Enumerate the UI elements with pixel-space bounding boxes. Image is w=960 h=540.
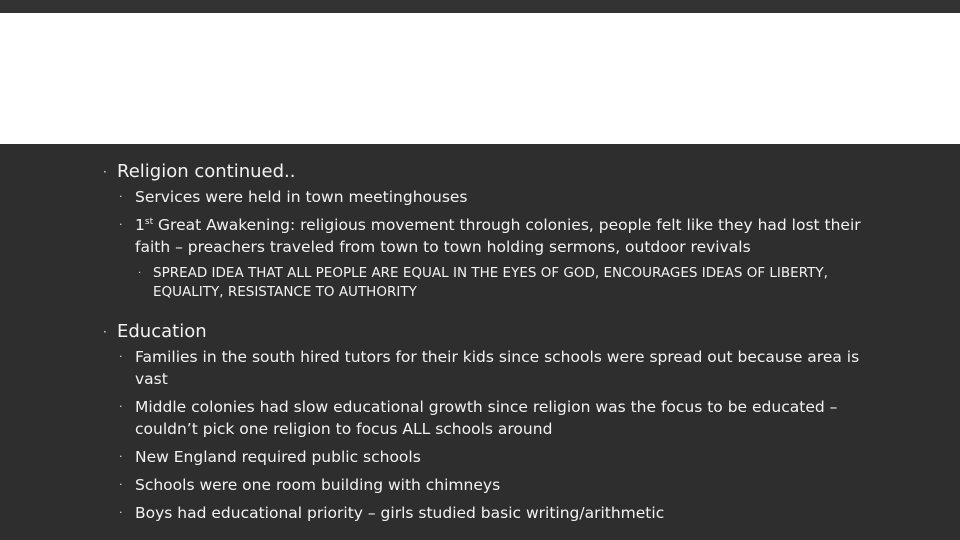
sub-item-text: SPREAD IDEA THAT ALL PEOPLE ARE EQUAL IN THE EYES OF GOD, ENCOURAGES IDEAS OF LIBERTY, EQUALITY, RESISTANCE TO AUTHORITY [153,265,828,300]
section-gap [100,306,890,320]
bullet-icon: · [103,165,107,179]
bullet-icon: · [119,400,123,413]
section-heading-education: Education [117,321,207,342]
bullet-icon: · [119,450,123,463]
bullet-religion-continued [100,160,890,184]
item-text: New England required public schools [135,448,421,466]
item-ordinal-suffix: st [144,216,154,227]
bullet-education [100,320,890,344]
bullet-spread-idea [100,264,890,302]
top-strip [0,0,960,13]
item-text: Middle colonies had slow educational growth since religion was the focus to be educated – couldn’t pick one religion to focus ALL schools around [135,398,838,438]
bullet-boys-priority [100,502,890,524]
bullet-icon: · [119,190,123,203]
slide-body [100,160,890,530]
bullet-icon: · [119,350,123,363]
bullet-one-room [100,474,890,496]
section-heading-religion: Religion continued.. [117,161,296,182]
bullet-new-england [100,446,890,468]
bullet-icon: · [119,478,123,491]
item-text: Families in the south hired tutors for their kids since schools were spread out because area is vast [135,348,860,388]
bullet-icon: · [119,218,123,231]
bullet-middle-colonies [100,396,890,440]
bullet-icon: · [138,268,142,279]
item-text: Great Awakening: religious movement through colonies, people felt like they had lost their faith – preachers traveled from town to town holding sermons, outdoor revivals [135,216,861,256]
bullet-icon: · [103,325,107,339]
title-band [0,13,960,144]
bullet-services [100,186,890,208]
bullet-tutors [100,346,890,390]
item-text: Schools were one room building with chimneys [135,476,501,494]
bullet-great-awakening [100,214,890,258]
item-text: Boys had educational priority – girls studied basic writing/arithmetic [135,504,665,522]
item-ordinal: 1 [135,216,145,234]
bullet-icon: · [119,506,123,519]
item-text: Services were held in town meetinghouses [135,188,468,206]
